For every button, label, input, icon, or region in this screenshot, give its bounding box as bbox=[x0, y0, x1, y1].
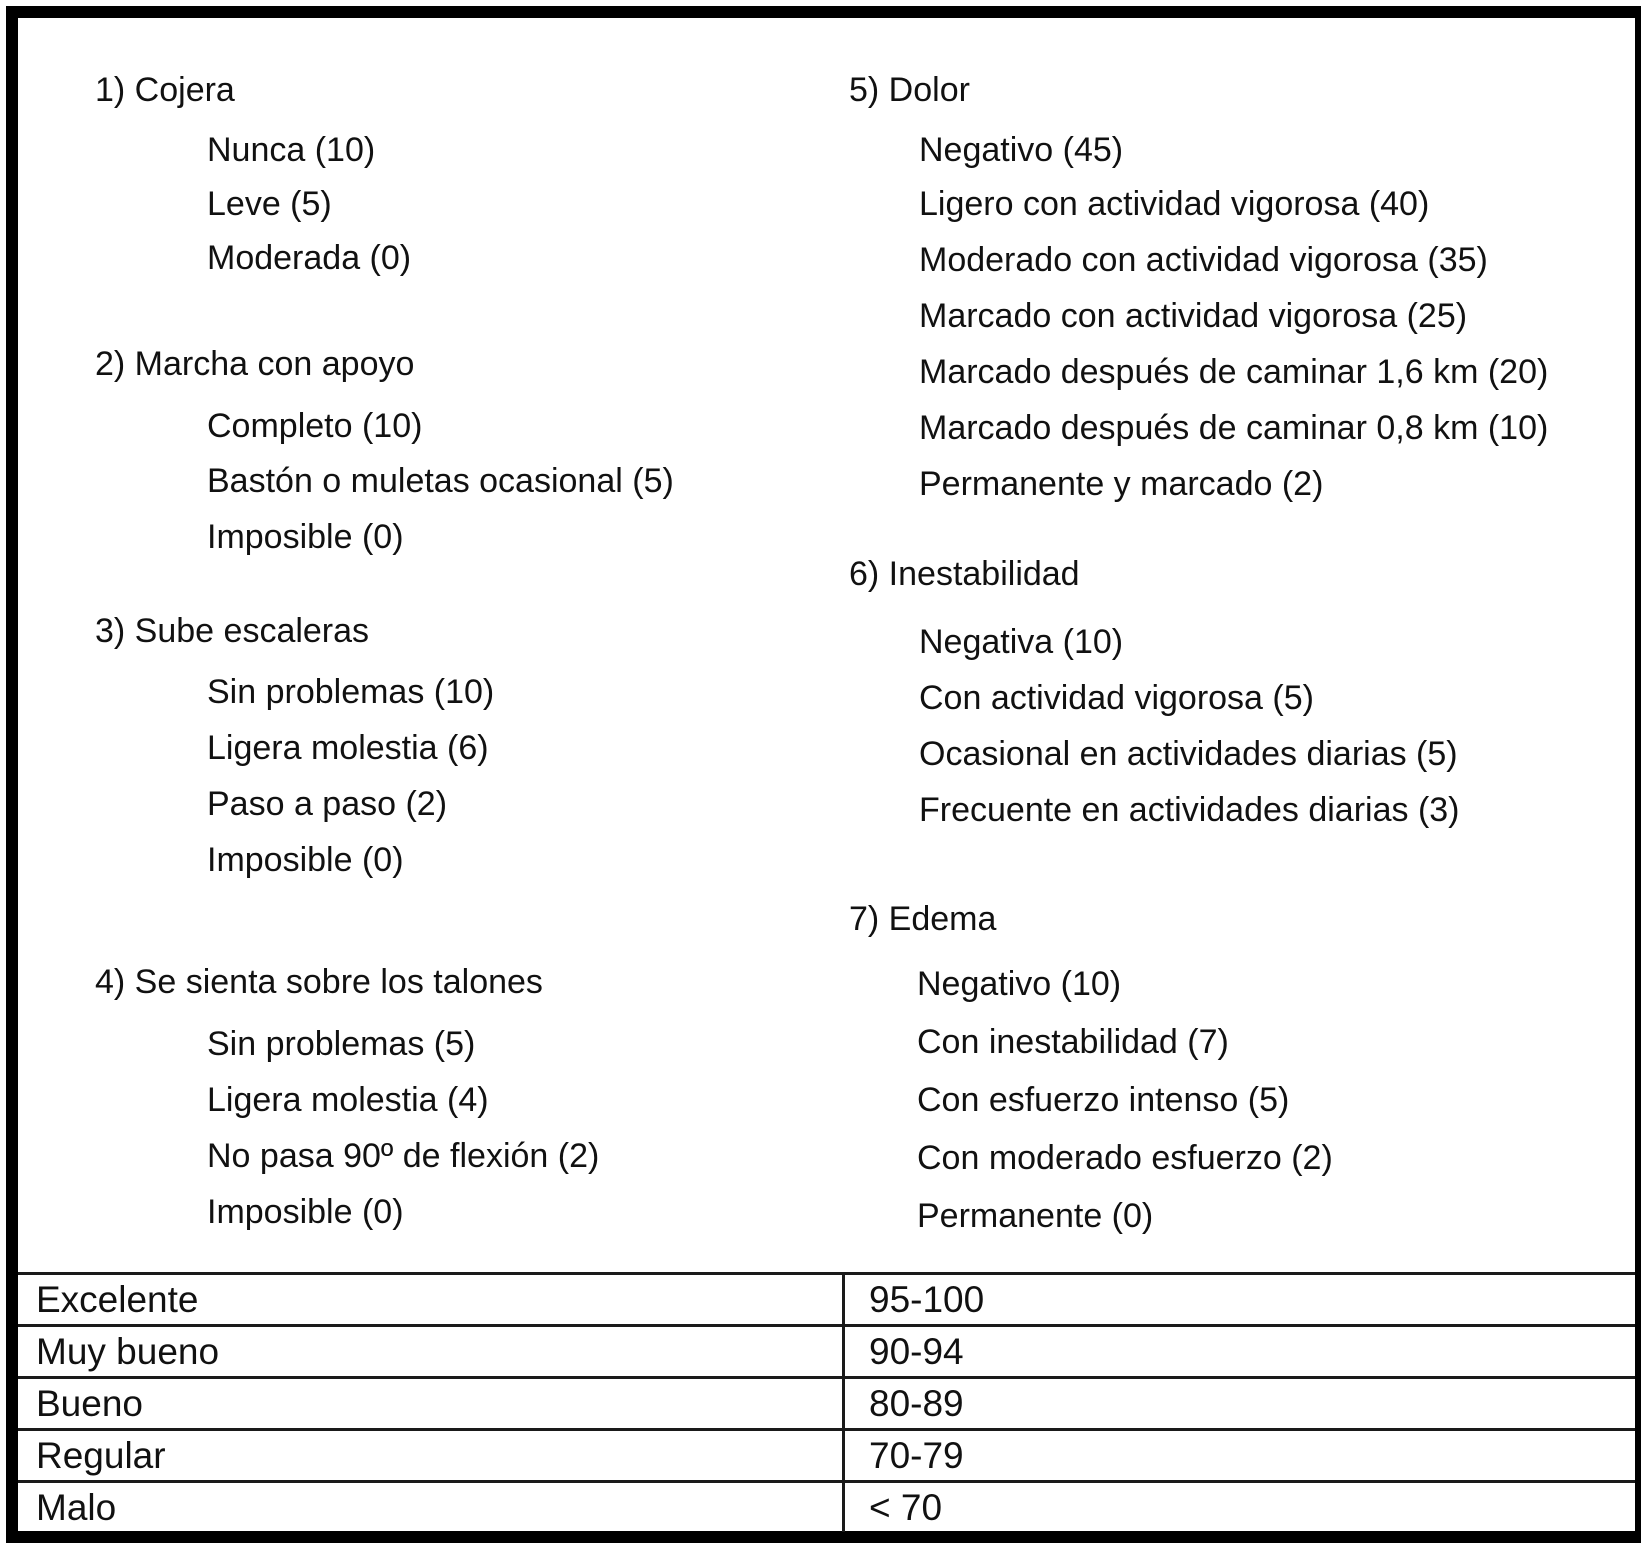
score-label: Muy bueno bbox=[18, 1326, 844, 1378]
section-title: 3) Sube escaleras bbox=[95, 612, 370, 650]
score-range: 70-79 bbox=[844, 1430, 1636, 1482]
option-item: Marcado con actividad vigorosa (25) bbox=[919, 297, 1468, 335]
section-title: 4) Se sienta sobre los talones bbox=[95, 963, 543, 1001]
option-item: Imposible (0) bbox=[207, 841, 404, 879]
option-item: Permanente y marcado (2) bbox=[919, 465, 1324, 503]
section-title: 5) Dolor bbox=[849, 71, 970, 109]
option-item: No pasa 90º de flexión (2) bbox=[207, 1137, 600, 1175]
option-item: Imposible (0) bbox=[207, 1193, 404, 1231]
option-item: Ligera molestia (4) bbox=[207, 1081, 489, 1119]
option-item: Moderado con actividad vigorosa (35) bbox=[919, 241, 1488, 279]
option-item: Frecuente en actividades diarias (3) bbox=[919, 791, 1460, 829]
score-range: 90-94 bbox=[844, 1326, 1636, 1378]
option-item: Bastón o muletas ocasional (5) bbox=[207, 462, 674, 500]
section-title: 2) Marcha con apoyo bbox=[95, 345, 415, 383]
table-row bbox=[18, 1430, 1635, 1482]
option-item: Con inestabilidad (7) bbox=[917, 1023, 1229, 1061]
section-title: 7) Edema bbox=[849, 900, 997, 938]
option-item: Paso a paso (2) bbox=[207, 785, 448, 823]
table-row bbox=[18, 1378, 1635, 1430]
option-item: Ocasional en actividades diarias (5) bbox=[919, 735, 1458, 773]
score-label: Malo bbox=[18, 1482, 844, 1533]
table-row bbox=[18, 1482, 1635, 1533]
option-item: Con actividad vigorosa (5) bbox=[919, 679, 1314, 717]
scoring-form bbox=[6, 6, 1641, 1543]
score-label: Excelente bbox=[18, 1274, 844, 1326]
option-item: Sin problemas (5) bbox=[207, 1025, 476, 1063]
option-item: Moderada (0) bbox=[207, 239, 412, 277]
score-range: 80-89 bbox=[844, 1378, 1636, 1430]
option-item: Ligera molestia (6) bbox=[207, 729, 489, 767]
score-range: 95-100 bbox=[844, 1274, 1636, 1326]
option-item: Leve (5) bbox=[207, 185, 332, 223]
option-item: Sin problemas (10) bbox=[207, 673, 495, 711]
option-item: Con esfuerzo intenso (5) bbox=[917, 1081, 1290, 1119]
option-item: Nunca (10) bbox=[207, 131, 376, 169]
section-title: 1) Cojera bbox=[95, 71, 235, 109]
option-item: Con moderado esfuerzo (2) bbox=[917, 1139, 1333, 1177]
option-item: Negativa (10) bbox=[919, 623, 1124, 661]
section-title: 6) Inestabilidad bbox=[849, 555, 1080, 593]
option-item: Marcado después de caminar 0,8 km (10) bbox=[919, 409, 1549, 447]
score-label: Bueno bbox=[18, 1378, 844, 1430]
option-item: Marcado después de caminar 1,6 km (20) bbox=[919, 353, 1549, 391]
option-item: Negativo (10) bbox=[917, 965, 1122, 1003]
option-item: Permanente (0) bbox=[917, 1197, 1154, 1235]
option-item: Negativo (45) bbox=[919, 131, 1124, 169]
score-table bbox=[18, 1272, 1635, 1532]
table-row bbox=[18, 1274, 1635, 1326]
table-row bbox=[18, 1326, 1635, 1378]
score-range: < 70 bbox=[844, 1482, 1636, 1533]
score-label: Regular bbox=[18, 1430, 844, 1482]
option-item: Ligero con actividad vigorosa (40) bbox=[919, 185, 1430, 223]
option-item: Completo (10) bbox=[207, 407, 423, 445]
option-item: Imposible (0) bbox=[207, 518, 404, 556]
